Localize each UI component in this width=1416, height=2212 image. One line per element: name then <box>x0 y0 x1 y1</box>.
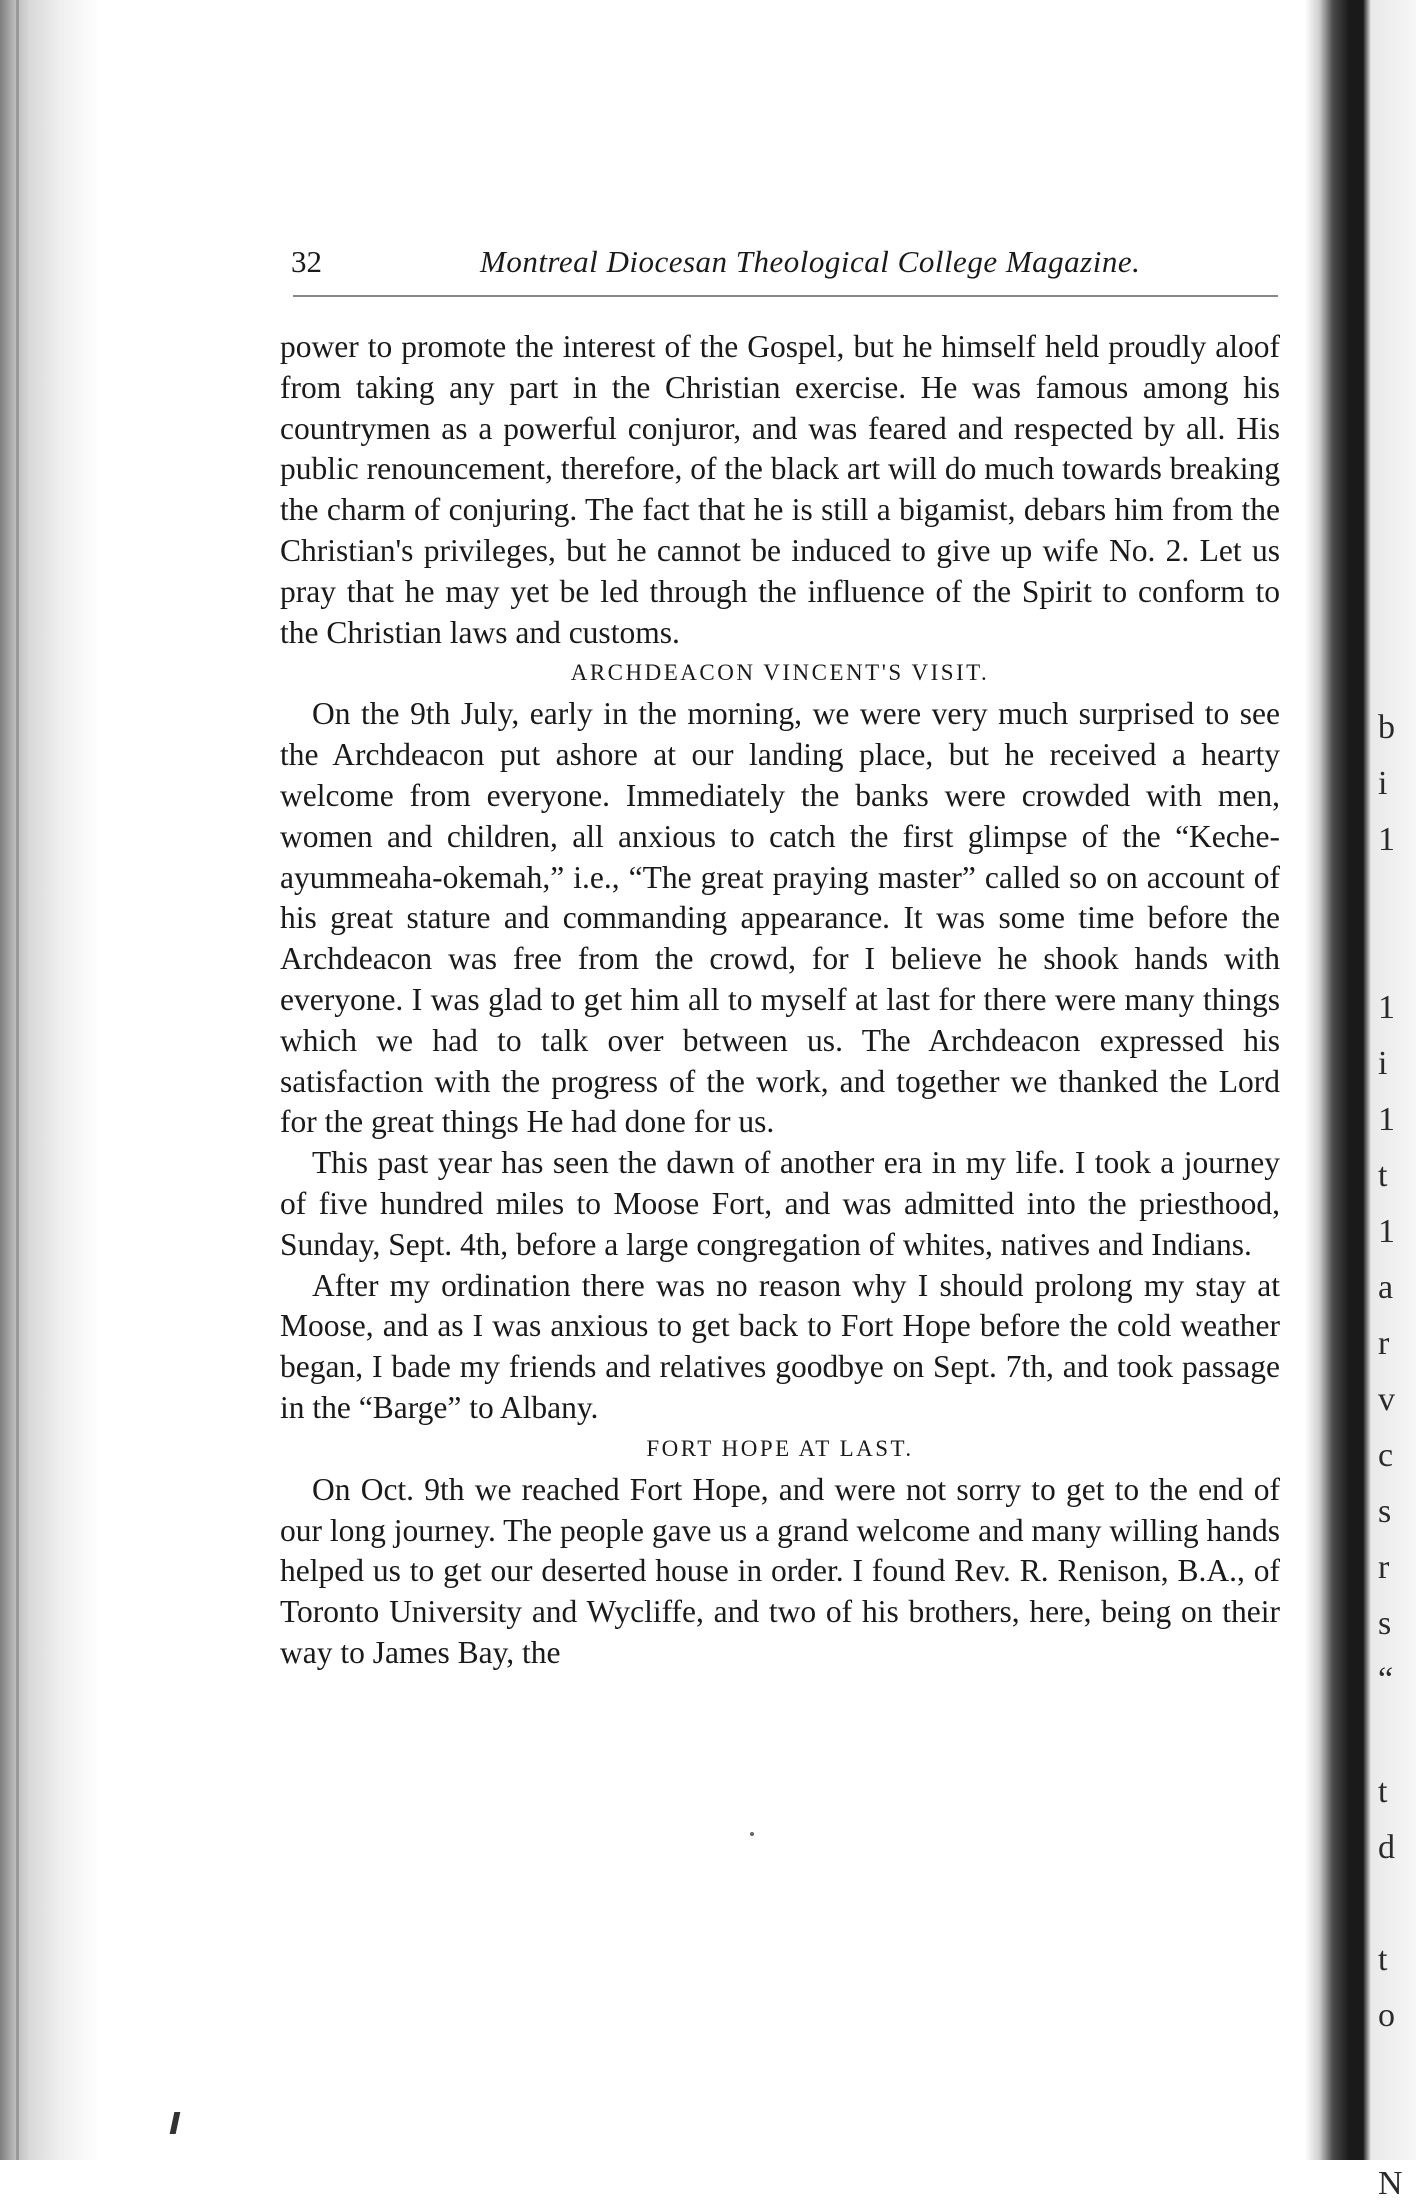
print-speck <box>750 1832 754 1836</box>
paragraph-fort-hope: On Oct. 9th we reached Fort Hope, and were not sorry to get to the end of our long journey. The people gave us a grand welcome and many willing hands helped us to get our deserted house in order. I found Rev. R. Renison, B.A., of Toronto University and Wycliffe, and two of his brothers, here, being on their way to James Bay, the <box>280 1471 1280 1670</box>
scan-mark <box>170 2112 181 2134</box>
paragraph-return-journey: After my ordination there was no reason why I should prolong my stay at Moose, and as I was anxious to get back to Fort Hope before the cold weather began, I bade my friends and relatives goodbye on Sept. 7th, and took passage in the “Barge” to Albany. <box>280 1267 1280 1425</box>
running-title: Montreal Diocesan Theological College Magazine. <box>480 244 1141 279</box>
section-heading-fort-hope: FORT HOPE AT LAST. <box>646 1435 914 1461</box>
header-rule <box>293 295 1278 297</box>
facing-page-letters: b i 1 1 i 1 t 1 a r v c s r s “ t d t o N <box>1378 709 1403 2202</box>
paragraph-archdeacon-visit: On the 9th July, early in the morning, we were very much surprised to see the Archdeacon put ashore at our landing place, but he received a hearty welcome from everyone. Immediately the banks were crowded with men, women and children, all anxious to catch the first glimpse of the “Keche-ayummeaha-okemah,” i.e., “The great praying master” called so on account of his great stature and commanding appearance. It was some time before the Archdeacon was free from the crowd, for I believe he shook hands with everyone. I was glad to get him all to myself at last for there were many things which we had to talk over between us. The Archdeacon expressed his satisfaction with the progress of the work, and together we thanked the Lord for the great things He had done for us. <box>280 696 1280 1140</box>
page-number: 32 <box>291 244 322 279</box>
paragraph-continuation: power to promote the interest of the Gospel, but he himself held proudly aloof from taking any part in the Christian exercise. He was famous among his countrymen as a powerful conjuror, and was feared and respected by all. His public renouncement, therefore, of the black art will do much towards breaking the charm of conjuring. The fact that he is still a bigamist, debars him from the Christian's privileges, but he cannot be induced to give up wife No. 2. Let us pray that he may yet be led through the influence of the Spirit to conform to the Christian laws and customs. <box>280 329 1280 650</box>
binding-gutter <box>0 0 100 2160</box>
page-header <box>255 230 1290 290</box>
paragraph-ordination: This past year has seen the dawn of another era in my life. I took a journey of five hundred miles to Moose Fort, and was admitted into the priesthood, Sunday, Sept. 4th, before a large congregation of whites, natives and Indians. <box>280 1145 1280 1262</box>
book-page <box>255 230 1290 1670</box>
page-body <box>280 327 1280 1674</box>
section-heading-archdeacon-visit: ARCHDEACON VINCENT'S VISIT. <box>570 660 990 686</box>
binding-edge-line <box>16 0 19 2160</box>
